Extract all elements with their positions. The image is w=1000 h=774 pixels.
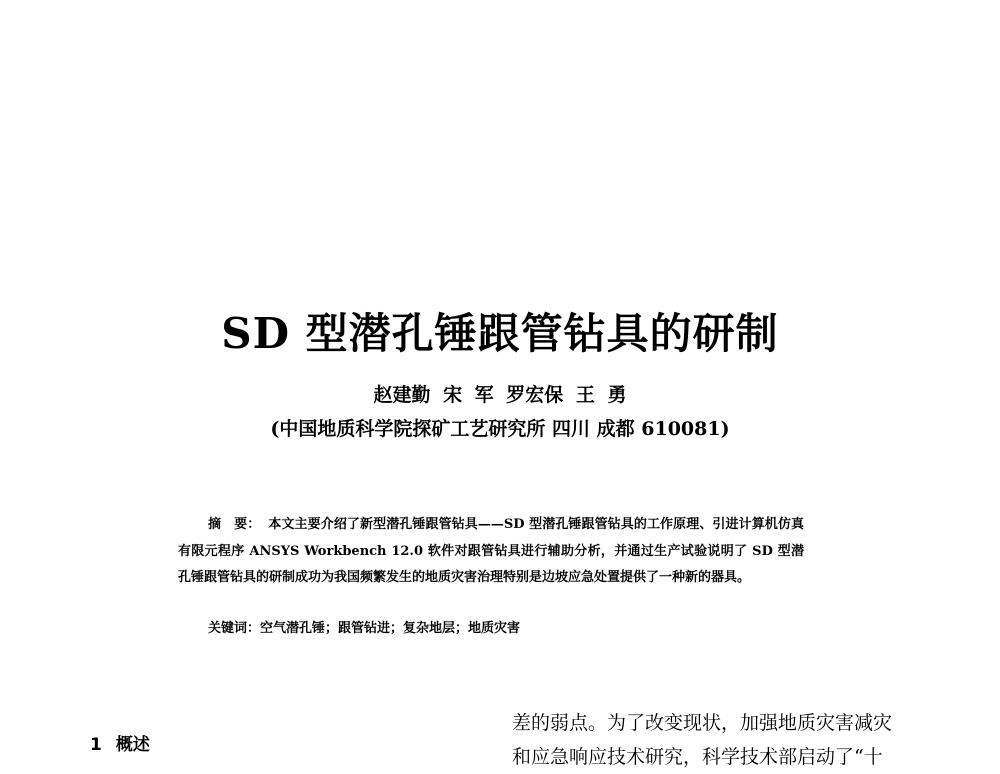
body-line: 差的弱点。为了改变现状，加强地质灾害减灾 (512, 712, 893, 734)
body-text-column (512, 706, 902, 774)
abstract-block (178, 512, 804, 592)
section-heading (90, 733, 150, 757)
abstract-label: 摘 要： (208, 517, 261, 532)
section-title: 概述 (115, 735, 150, 755)
body-line: 和应急响应技术研究，科学技术部启动了“十 (512, 746, 883, 768)
keywords-text: 空气潜孔锤；跟管钻进；复杂地层；地质灾害 (260, 621, 521, 636)
section-number: 1 (90, 735, 102, 755)
author-affiliation: (中国地质科学院探矿工艺研究所 四川 成都 610081) (270, 418, 730, 440)
keywords-label: 关键词： (208, 621, 261, 636)
author-list: 赵建勤 宋 军 罗宏保 王 勇 (373, 384, 627, 406)
keywords-block (208, 618, 520, 640)
abstract-text: 本文主要介绍了新型潜孔锤跟管钻具——SD 型潜孔锤跟管钻具的工作原理、引进计算机仿真有限元程序 ANSYS Workbench 12.0 软件对跟管钻具进行辅助分析，并通过生产试验说明了 SD 型潜孔锤跟管钻具的研制成功为我国频繁发生的地质灾害治理特别是边坡应急处置提供了一种新的器具。 (178, 517, 804, 585)
paper-title: SD 型潜孔锤跟管钻具的研制 (221, 309, 779, 358)
